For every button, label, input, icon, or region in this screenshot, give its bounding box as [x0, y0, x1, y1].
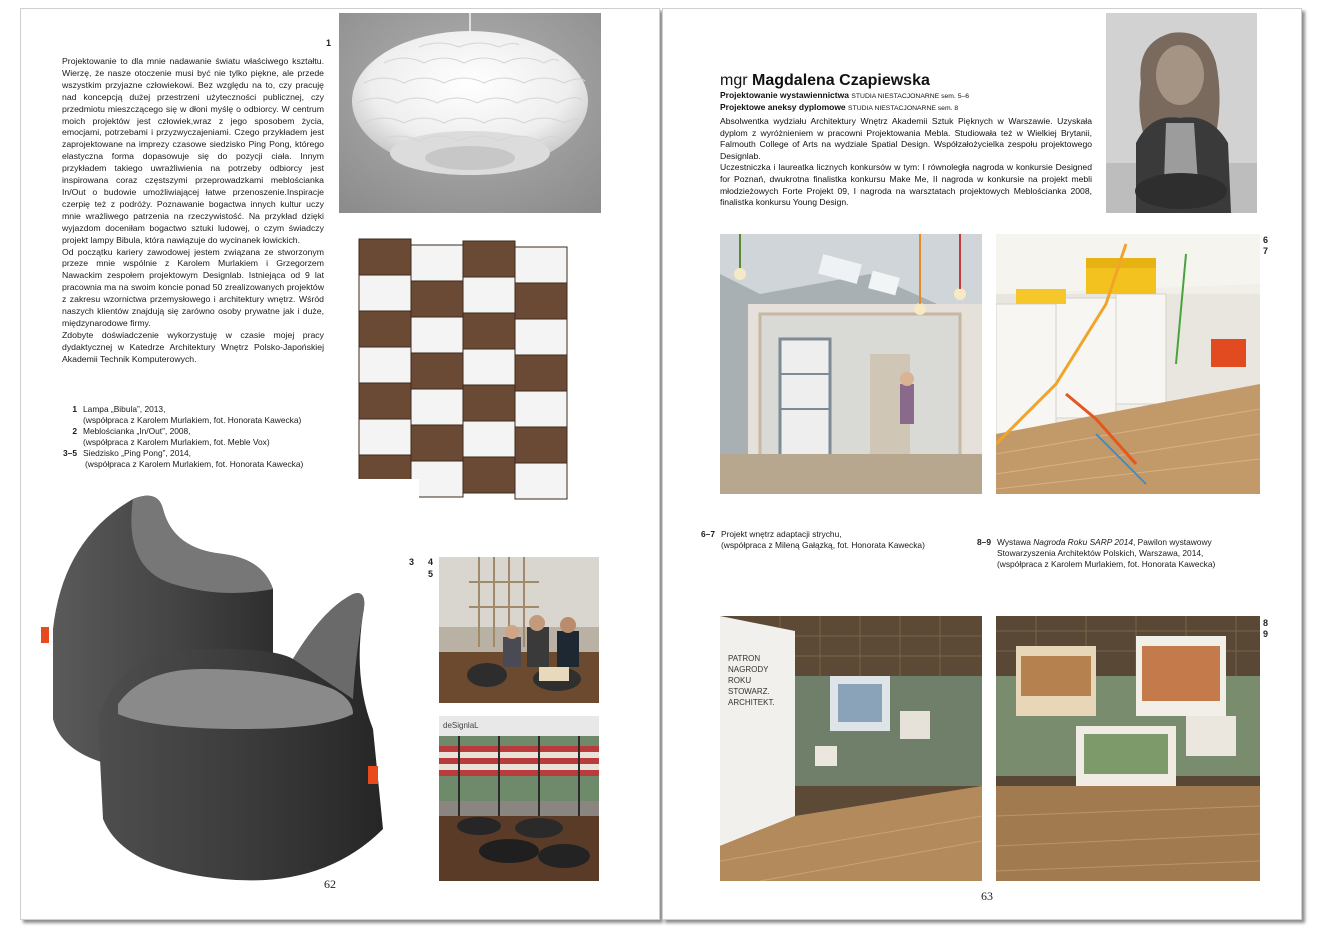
- seating-event-photo: [439, 557, 599, 703]
- author-bio: [720, 116, 1092, 209]
- caption-tail: , Pawilon wystawowy: [1133, 537, 1212, 547]
- author-title: mgr: [720, 72, 748, 89]
- course-title: Projektowanie wystawiennictwa: [720, 90, 849, 100]
- image-number-6: 6: [1263, 235, 1269, 245]
- caption-item: [971, 537, 1271, 570]
- caption-number: 3–5: [63, 448, 77, 458]
- exhibition-pavilion-photo-2: [996, 616, 1260, 881]
- caption-line: Siedzisko „Ping Pong”, 2014,: [83, 448, 192, 458]
- caption-number: 8–9: [977, 537, 991, 547]
- exhibition-title: Nagroda Roku SARP 2014: [1033, 537, 1134, 547]
- caption-2: [57, 426, 337, 448]
- caption-line: Lampa „Bibula”, 2013,: [83, 404, 166, 414]
- banner-text: PATRON NAGRODY ROKU STOWARZ. ARCHITEKT.: [728, 654, 775, 707]
- lamp-photo: [339, 13, 601, 213]
- bio-paragraph: Uczestniczka i laureatka licznych konkursów w tym: I równoległa nagroda w konkursie Designed for Poznań, dwukrotna finalistka konkursu Make Me, II nagroda w konkursie na projekt mebli młodzieżowych Forte Projekt 09, I nagroda na warsztatach projektowych Meblościanka 2008, finalistka konkursu Young Design.: [720, 162, 1092, 208]
- image-number-4: 4: [428, 557, 434, 567]
- image-number-8: 8: [1263, 618, 1269, 628]
- author-full-name: Magdalena Czapiewska: [752, 72, 930, 89]
- caption-line: Meblościanka „In/Out”, 2008,: [83, 426, 191, 436]
- author-portrait-photo: [1106, 13, 1257, 213]
- attic-interior-photo-2: [996, 234, 1260, 494]
- course-item: [720, 102, 1100, 114]
- caption-6-7: [695, 529, 955, 551]
- exhibition-pavilion-photo-1: [720, 616, 982, 881]
- author-name: [720, 72, 930, 90]
- page-number-left: 62: [324, 877, 336, 891]
- shelving-photo: [339, 227, 601, 507]
- caption-line: (współpraca z Mileną Gałązką, fot. Honorata Kawecka): [721, 540, 925, 550]
- course-title: Projektowe aneksy dyplomowe: [720, 102, 846, 112]
- image-number-1: 1: [326, 38, 332, 48]
- caption-number: 6–7: [701, 529, 715, 539]
- page-number-right: 63: [981, 889, 993, 903]
- left-captions: [57, 404, 337, 470]
- caption-line: (współpraca z Karolem Murlakiem, fot. Honorata Kawecka): [997, 559, 1216, 569]
- left-body-text: [62, 56, 324, 366]
- ping-pong-seats-photo: [23, 479, 419, 899]
- image-number-7: 7: [1263, 246, 1269, 256]
- sign-text: deSignlaL: [443, 721, 479, 730]
- course-meta: STUDIA NIESTACJONARNE sem. 5–6: [851, 93, 970, 100]
- image-number-3: 3: [409, 557, 415, 567]
- course-item: [720, 90, 1100, 102]
- caption-line: Projekt wnętrz adaptacji strychu,: [721, 529, 842, 539]
- left-page: [20, 8, 660, 920]
- caption-line: (współpraca z Karolem Murlakiem, fot. Honorata Kawecka): [83, 415, 302, 425]
- stadium-lounge-photo: [439, 716, 599, 881]
- caption-number: 1: [72, 404, 77, 414]
- caption-line: (współpraca z Karolem Murlakiem, fot. Honorata Kawecka): [85, 459, 304, 469]
- caption-1: [57, 404, 337, 426]
- body-paragraph: Zdobyte doświadczenie wykorzystuję w czasie mojej pracy dydaktycznej w Katedrze Architektury Wnętrz Polsko-Japońskiej Akademii Technik Komputerowych.: [62, 329, 324, 364]
- caption-lead: Wystawa: [997, 537, 1034, 547]
- caption-item: [695, 529, 955, 551]
- caption-line: [997, 537, 1271, 548]
- right-page: [662, 8, 1302, 920]
- caption-8-9: [971, 537, 1271, 570]
- course-list: [720, 90, 1100, 114]
- caption-3-5: [57, 448, 337, 470]
- bio-paragraph: Absolwentka wydziału Architektury Wnętrz Akademii Sztuk Pięknych w Warszawie. Uzyskała dyplom z wyróżnieniem w pracowni Projektowania Mebla. Studiowała też w Wielkiej Brytanii, Falmouth College of Arts na wydziale Spatial Design. Współzałożycielka zespołu projektowego Designlab.: [720, 116, 1092, 161]
- caption-line: Stowarzyszenia Architektów Polskich, Warszawa, 2014,: [997, 548, 1204, 558]
- body-paragraph: Projektowanie to dla mnie nadawanie światu właściwego kształtu. Wierzę, że nasze otoczenie musi być nie tylko piękne, ale przede wszystkim przyjazne człowiekowi. Bez względu na to, czy pracuję nad koncepcją dużej przestrzeni użyteczności publicznej, czy przedmiotu mieszczącego się w dłoni myślę o odbiorcy. W centrum moich projektów jest człowiek,wraz z jego sposobem życia, emocjami, potrzebami i przyzwyczajeniami. Czego przykładem jest zaprojektowane na imprezy czasowe siedzisko Ping Pong, którego elastyczna forma dopasowuje się do pozycji ciała. Innym przykładem takiego uwrażliwienia na potrzeby odbiorcy jest inspirowana coraz częstszymi przeprowadzkami meblościanka In/Out o budowie umożliwiającej łatwe przenoszenie.Inspiracje czerpię też z podróży. Poznawanie bogactwa innych kultur uczy mnie wrażliwego patrzenia na rzeczywistość. Na przykład dzięki wyjazdom doceniłam bogactwo sztuki ludowej, o czym świadczy projekt lampy Bibula, która nawiązuje do wycinanek łowickich.: [62, 56, 324, 245]
- attic-interior-photo-1: [720, 234, 982, 494]
- course-meta: STUDIA NIESTACJONARNE sem. 8: [848, 105, 959, 112]
- caption-line: (współpraca z Karolem Murlakiem, fot. Meble Vox): [83, 437, 270, 447]
- image-number-5: 5: [428, 569, 434, 579]
- body-paragraph: Od początku kariery zawodowej jestem związana ze stworzonym przeze mnie wspólnie z Karolem Murlakiem i Grzegorzem Nawackim zespołem projektowym Designlab. Istniejąca od 9 lat pracownia ma na swoim koncie ponad 50 zrealizowanych projektów z zakresu wzornictwa przemysłowego i architektury wnętrz. Wśród naszych klientów znajdują się zarówno osoby prywatne jak i duże, międzynarodowe firmy.: [62, 246, 324, 328]
- caption-number: 2: [72, 426, 77, 436]
- image-number-9: 9: [1263, 629, 1269, 639]
